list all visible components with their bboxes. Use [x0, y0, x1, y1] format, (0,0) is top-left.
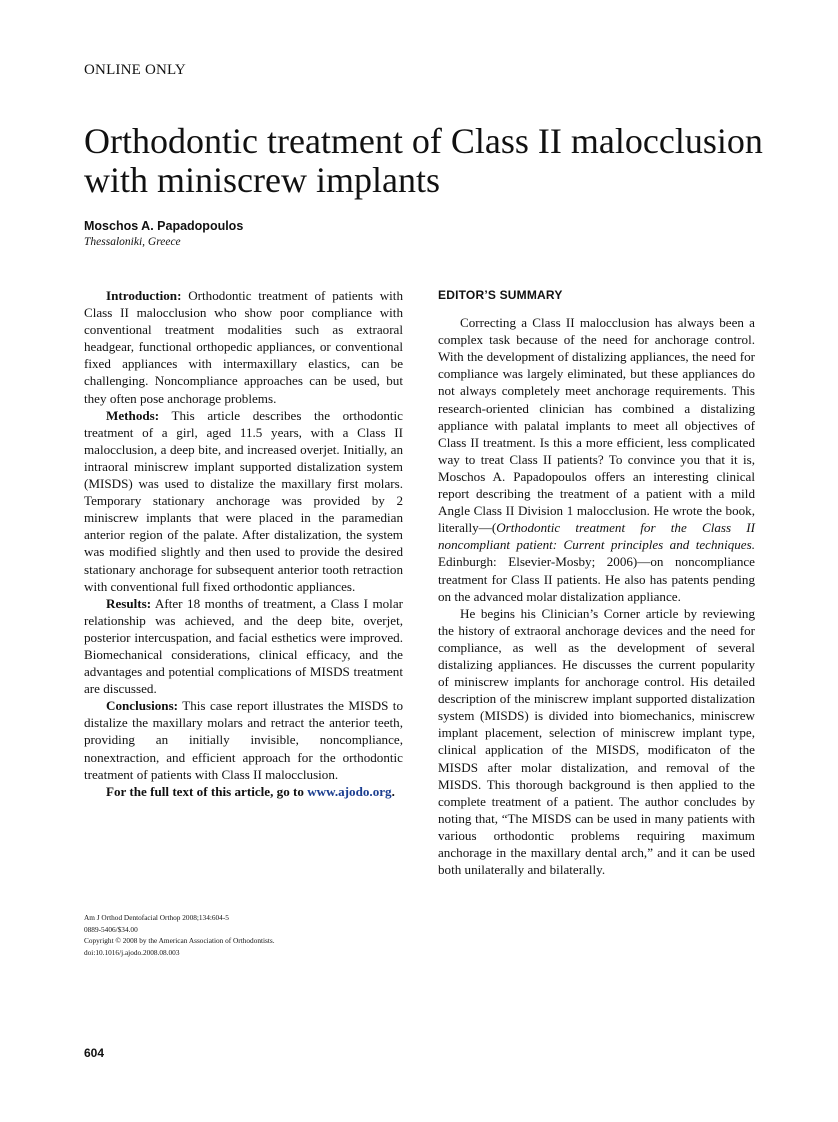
citation-block	[84, 912, 275, 958]
summary-text-b: Edinburgh: Elsevier-Mosby; 2006)—on noncompliance treatment for Class II patients. He also has patents pending on the advanced molar distalization appliance.	[438, 554, 755, 604]
full-text-note	[84, 783, 403, 800]
results-text: After 18 months of treatment, a Class I molar relationship was achieved, and the deep bite, overjet, posterior intercuspation, and facial esthetics were improved. Biomechanical considerations, clinical efficacy, and the advantages and potential complications of MISDS treatment are discussed.	[84, 595, 403, 697]
introduction-lead: Introduction:	[106, 288, 182, 303]
methods-text: This article describes the orthodontic treatment of a girl, aged 11.5 years, with a Class II malocclusion, a deep bite, and increased overjet. Initially, an intraoral miniscrew implant supported distalization system (MISDS) was used to distalize the maxillary first molars. Temporary stationary anchorage was provided by 2 miniscrew implants that were placed in the paramedian anterior region of the palate. After distalization, the system was modified slightly and then used to provide the desired stationary anchorage for subsequent anterior tooth retraction with conventional full fixed orthodontic appliances.	[84, 407, 403, 594]
introduction-text: Orthodontic treatment of patients with Class II malocclusion who show poor compliance with conventional treatment modalities such as extraoral headgear, functional orthopedic appliances, or conventional fixed appliances with intermaxillary elastics, can be challenging. Noncompliance approaches can be used, but they often pose anchorage problems.	[84, 288, 403, 406]
title-line-2: with miniscrew implants	[84, 160, 440, 200]
abstract-methods	[84, 407, 403, 595]
full-text-suffix: .	[391, 783, 395, 799]
editors-summary-paragraph-1	[438, 314, 755, 605]
abstract-conclusions	[84, 697, 403, 782]
citation-issn: 0889-5406/$34.00	[84, 924, 138, 934]
author-name: Moschos A. Papadopoulos	[84, 219, 244, 233]
title-line-1: Orthodontic treatment of Class II malocclusion	[84, 121, 763, 161]
section-label: ONLINE ONLY	[84, 62, 186, 78]
summary-text-a: Correcting a Class II malocclusion has always been a complex task because of the need for anchorage control. With the development of distalizing appliances, the need for compliance was largely eliminated, but these appliances do not always completely meet anchorage requirements. This research-oriented clinician has combined a distalizing appliance with palatal implants to meet all objectives of Class II treatment. Is this a more efficient, less complicated way to treat Class II patients? To convince you that it is, Moschos A. Papadopoulos offers an interesting clinical report describing the treatment of a patient with a mild Angle Class II Division 1 malocclusion. He wrote the book, literally—(	[438, 315, 755, 536]
full-text-prefix: For the full text of this article, go to	[106, 783, 308, 799]
editors-summary-paragraph-2: He begins his Clinician’s Corner article by reviewing the history of extraoral anchorage devices and the need for compliance, as well as the development of several distalizing appliances. He discusses the current popularity of miniscrew implants for anchorage control. His detailed description of the miniscrew implant supported distalization system (MISDS) is divided into biomechanics, miniscrew implant placement, selection of miniscrew implant type, clinical application of the MISDS, modificaton of the MISDS after molar distalization, and removal of the MISDS. This thorough background is then applied to the complete treatment of a patient. The author concludes by noting that, “The MISDS can be used in many patients with various orthodontic problems requiring maximum anchorage in the maxillary dental arch,” and it can be used both unilaterally and bilaterally.	[438, 605, 755, 878]
citation-journal: Am J Orthod Dentofacial Orthop 2008;134:604-5	[84, 913, 229, 922]
author-affiliation: Thessaloniki, Greece	[84, 236, 181, 248]
conclusions-lead: Conclusions:	[106, 698, 179, 714]
book-title: Orthodontic treatment for the Class II noncompliant patient: Current principles and techniques.	[438, 520, 755, 553]
editors-summary-heading: EDITOR’S SUMMARY	[438, 288, 563, 302]
ajodo-link[interactable]: www.ajodo.org	[307, 783, 392, 799]
citation-copyright: Copyright © 2008 by the American Association of Orthodontists.	[84, 936, 275, 945]
page-number: 604	[84, 1046, 105, 1060]
results-lead: Results:	[106, 595, 152, 611]
editors-summary	[438, 287, 755, 878]
article-title	[84, 122, 784, 200]
methods-lead: Methods:	[106, 407, 160, 423]
conclusions-text: This case report illustrates the MISDS to distalize the maxillary molars and retract the anterior teeth, providing an initially invisible, noncompliance, nonextraction, and efficient approach for the orthodontic treatment of patients with Class II malocclusion.	[84, 698, 403, 782]
abstract	[84, 287, 403, 800]
citation-doi: doi:10.1016/j.ajodo.2008.08.003	[84, 947, 180, 957]
abstract-results	[84, 595, 403, 698]
abstract-introduction	[84, 287, 403, 407]
